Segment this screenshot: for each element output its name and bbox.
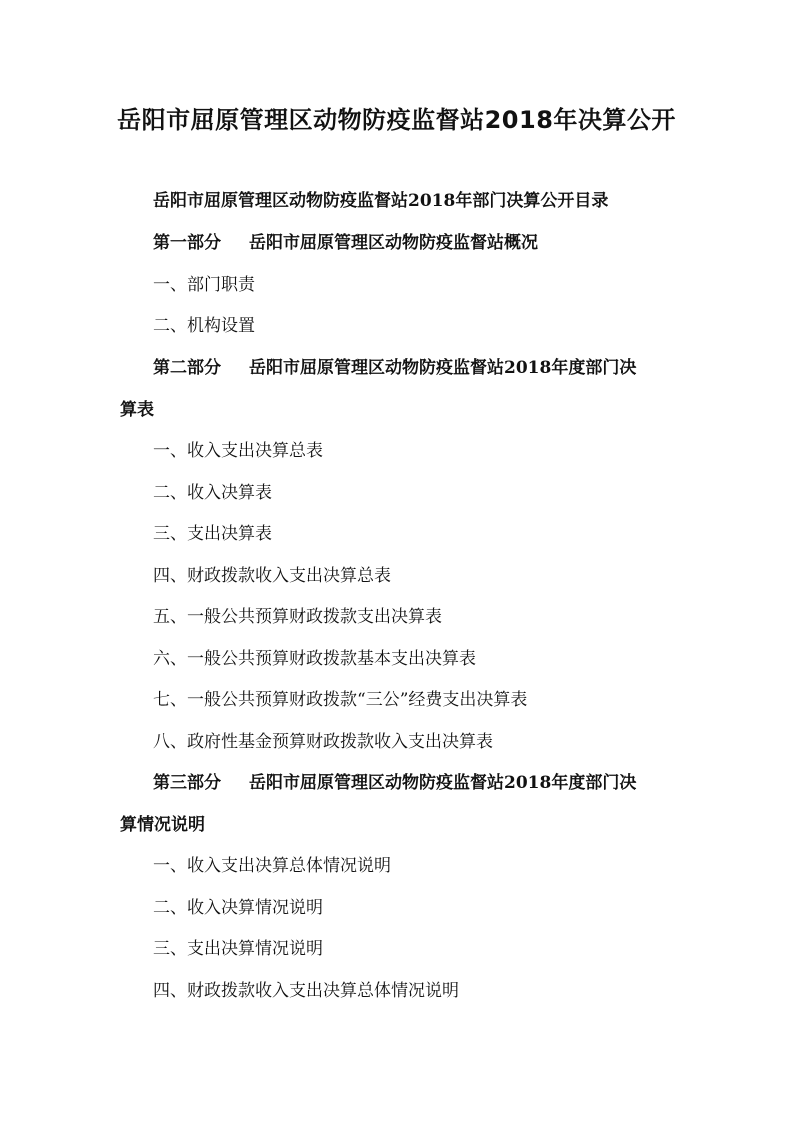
part2-title: 岳阳市屈原管理区动物防疫监督站2018年度部门决 (249, 358, 637, 378)
part1-label: 第一部分 (153, 233, 221, 253)
part2-label: 第二部分 (153, 358, 221, 378)
part1-item: 一、部门职责 (153, 275, 255, 295)
part2-title-continued: 算表 (120, 400, 154, 420)
document-title: 岳阳市屈原管理区动物防疫监督站2018年决算公开 (117, 106, 676, 134)
part1-title: 岳阳市屈原管理区动物防疫监督站概况 (249, 233, 538, 253)
part2-heading (153, 357, 636, 379)
part3-heading (153, 772, 636, 794)
part3-label: 第三部分 (153, 773, 221, 793)
part3-item: 一、收入支出决算总体情况说明 (153, 856, 391, 876)
part3-title-continued: 算情况说明 (120, 815, 205, 835)
part2-item: 三、支出决算表 (153, 524, 272, 544)
part1-item: 二、机构设置 (153, 316, 255, 336)
part2-item: 六、一般公共预算财政拨款基本支出决算表 (153, 649, 476, 669)
part3-item: 二、收入决算情况说明 (153, 898, 323, 918)
part2-item: 四、财政拨款收入支出决算总表 (153, 566, 391, 586)
part2-item: 七、一般公共预算财政拨款“三公”经费支出决算表 (153, 690, 528, 710)
part3-item: 三、支出决算情况说明 (153, 939, 323, 959)
part3-item: 四、财政拨款收入支出决算总体情况说明 (153, 981, 459, 1001)
part1-heading (153, 232, 538, 254)
part2-item: 一、收入支出决算总表 (153, 441, 323, 461)
part2-item: 五、一般公共预算财政拨款支出决算表 (153, 607, 442, 627)
part3-title: 岳阳市屈原管理区动物防疫监督站2018年度部门决 (249, 773, 637, 793)
part2-item: 二、收入决算表 (153, 483, 272, 503)
part2-item: 八、政府性基金预算财政拨款收入支出决算表 (153, 732, 493, 752)
toc-heading: 岳阳市屈原管理区动物防疫监督站2018年部门决算公开目录 (153, 191, 609, 211)
